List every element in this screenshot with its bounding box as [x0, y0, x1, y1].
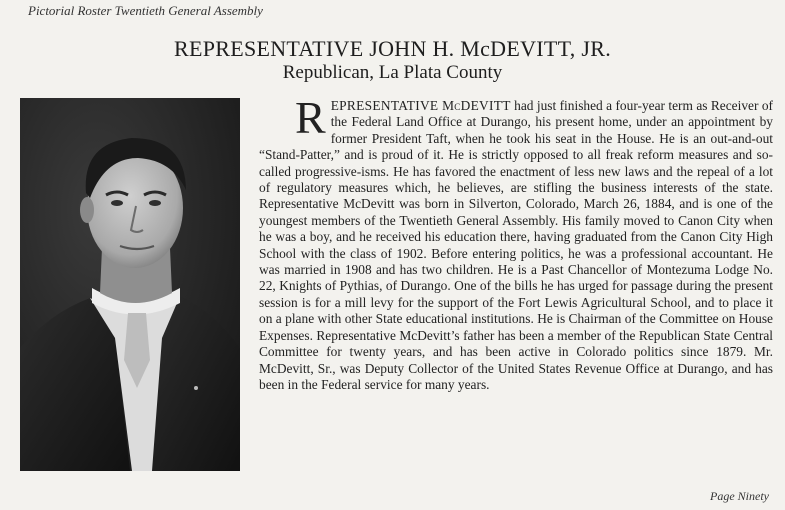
party-county-subtitle: Republican, La Plata County: [282, 62, 503, 83]
portrait-photo: [20, 98, 240, 471]
biography-text: [259, 92, 773, 393]
bio-lead-in: EPRESENTATIVE McDEVITT: [330, 98, 511, 113]
running-head: Pictorial Roster Twentieth General Assembly: [28, 3, 263, 18]
bio-body: had just finished a four-year term as Receiver of the Federal Land Office at Durango, his present home, under an appointment by former President Taft, when he took his seat in the House. He is an out-and-out “Stand-Patter,” and is proud of it. He is strictly opposed to all freak reform measures and so-called progressive-isms. He has favored the enactment of less new laws and the repeal of a lot of regulatory measures which, he believes, are stifling the business interests of the state. Representative McDevitt was born in Silverton, Colorado, March 26, 1884, and is one of the youngest members of the Twentieth General Assembly. His family moved to Canon City when he was a boy, and he received his education there, having graduated from the Canon City High School with the class of 1902. Before entering politics, he was a professional accountant. He was married in 1908 and has two children. He is a Past Chancellor of Montezuma Lodge No. 22, Knights of Pythias, of Durango. One of the bills he has urged for passage during the present session is for a mill levy for the support of the Fort Lewis Agricultural School, and to place it on a plane with other State educational institutions. He is Chairman of the Committee on House Expenses. Representative McDevitt’s father has been a member of the Republican State Central Committee for twenty years, and has been active in Colorado politics since 1879. Mr. McDevitt, Sr., was Deputy Collector of the United States Revenue Office at Durango, and has been in the Federal service for many years.: [259, 98, 773, 392]
page-title: REPRESENTATIVE JOHN H. McDEVITT, JR.: [174, 36, 611, 61]
drop-cap: R: [295, 92, 326, 143]
page-number: Page Ninety: [710, 489, 769, 503]
